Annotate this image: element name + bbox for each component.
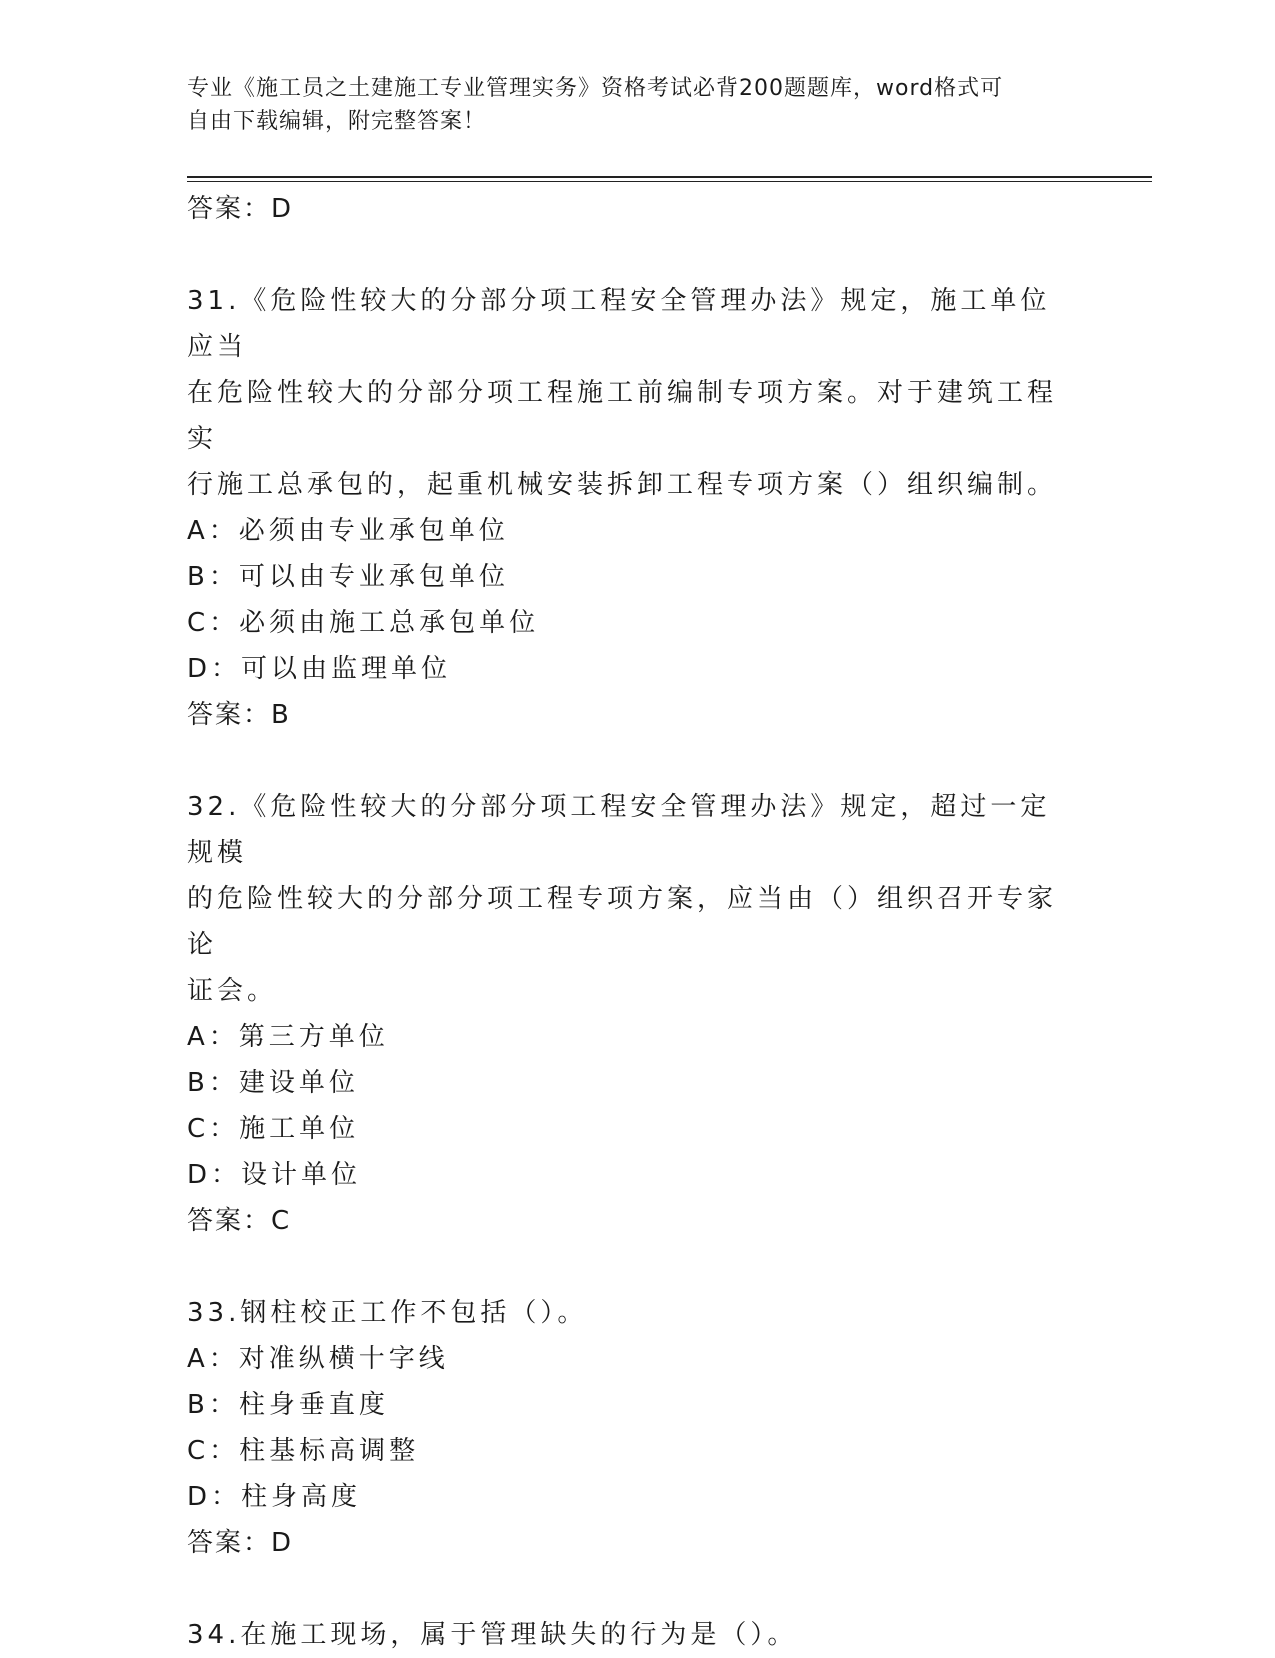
question-text-line: 的危险性较大的分部分项工程专项方案，应当由（）组织召开专家论 xyxy=(187,884,1058,960)
question-32 xyxy=(187,784,1077,1244)
option-b: B：柱身垂直度 xyxy=(187,1390,389,1420)
question-text-line: 在危险性较大的分部分项工程施工前编制专项方案。对于建筑工程实 xyxy=(187,378,1058,454)
question-34 xyxy=(187,1612,1077,1658)
answer-line: 答案：D xyxy=(187,194,294,224)
question-text-line: 证会。 xyxy=(187,976,278,1006)
header-line-1: 专业《施工员之土建施工专业管理实务》资格考试必背200题题库，word格式可 xyxy=(187,76,1004,101)
option-d: D：可以由监理单位 xyxy=(187,654,452,684)
answer-line: 答案：D xyxy=(187,1528,294,1558)
question-31 xyxy=(187,278,1077,738)
option-a: A：第三方单位 xyxy=(187,1022,389,1052)
option-d: D：设计单位 xyxy=(187,1160,362,1190)
answer-line: 答案：B xyxy=(187,700,291,730)
option-b: B：建设单位 xyxy=(187,1068,359,1098)
option-a: A：必须由专业承包单位 xyxy=(187,516,509,546)
header-divider xyxy=(187,176,1152,182)
option-a: A：对准纵横十字线 xyxy=(187,1344,449,1374)
question-text-line: 行施工总承包的，起重机械安装拆卸工程专项方案（）组织编制。 xyxy=(187,470,1058,500)
question-text-line: 34.在施工现场，属于管理缺失的行为是（）。 xyxy=(187,1620,798,1650)
question-text-line: 33.钢柱校正工作不包括（）。 xyxy=(187,1298,588,1328)
question-33 xyxy=(187,1290,1077,1566)
option-d: D：柱身高度 xyxy=(187,1482,362,1512)
page-header xyxy=(187,72,1067,138)
option-b: B：可以由专业承包单位 xyxy=(187,562,509,592)
option-c: C：柱基标高调整 xyxy=(187,1436,420,1466)
answer-line: 答案：C xyxy=(187,1206,292,1236)
question-text-line: 31.《危险性较大的分部分项工程安全管理办法》规定，施工单位应当 xyxy=(187,286,1051,362)
question-text-line: 32.《危险性较大的分部分项工程安全管理办法》规定，超过一定规模 xyxy=(187,792,1051,868)
option-c: C：必须由施工总承包单位 xyxy=(187,608,540,638)
document-body xyxy=(187,186,1077,1658)
header-line-2: 自由下载编辑，附完整答案！ xyxy=(187,109,487,134)
option-c: C：施工单位 xyxy=(187,1114,360,1144)
